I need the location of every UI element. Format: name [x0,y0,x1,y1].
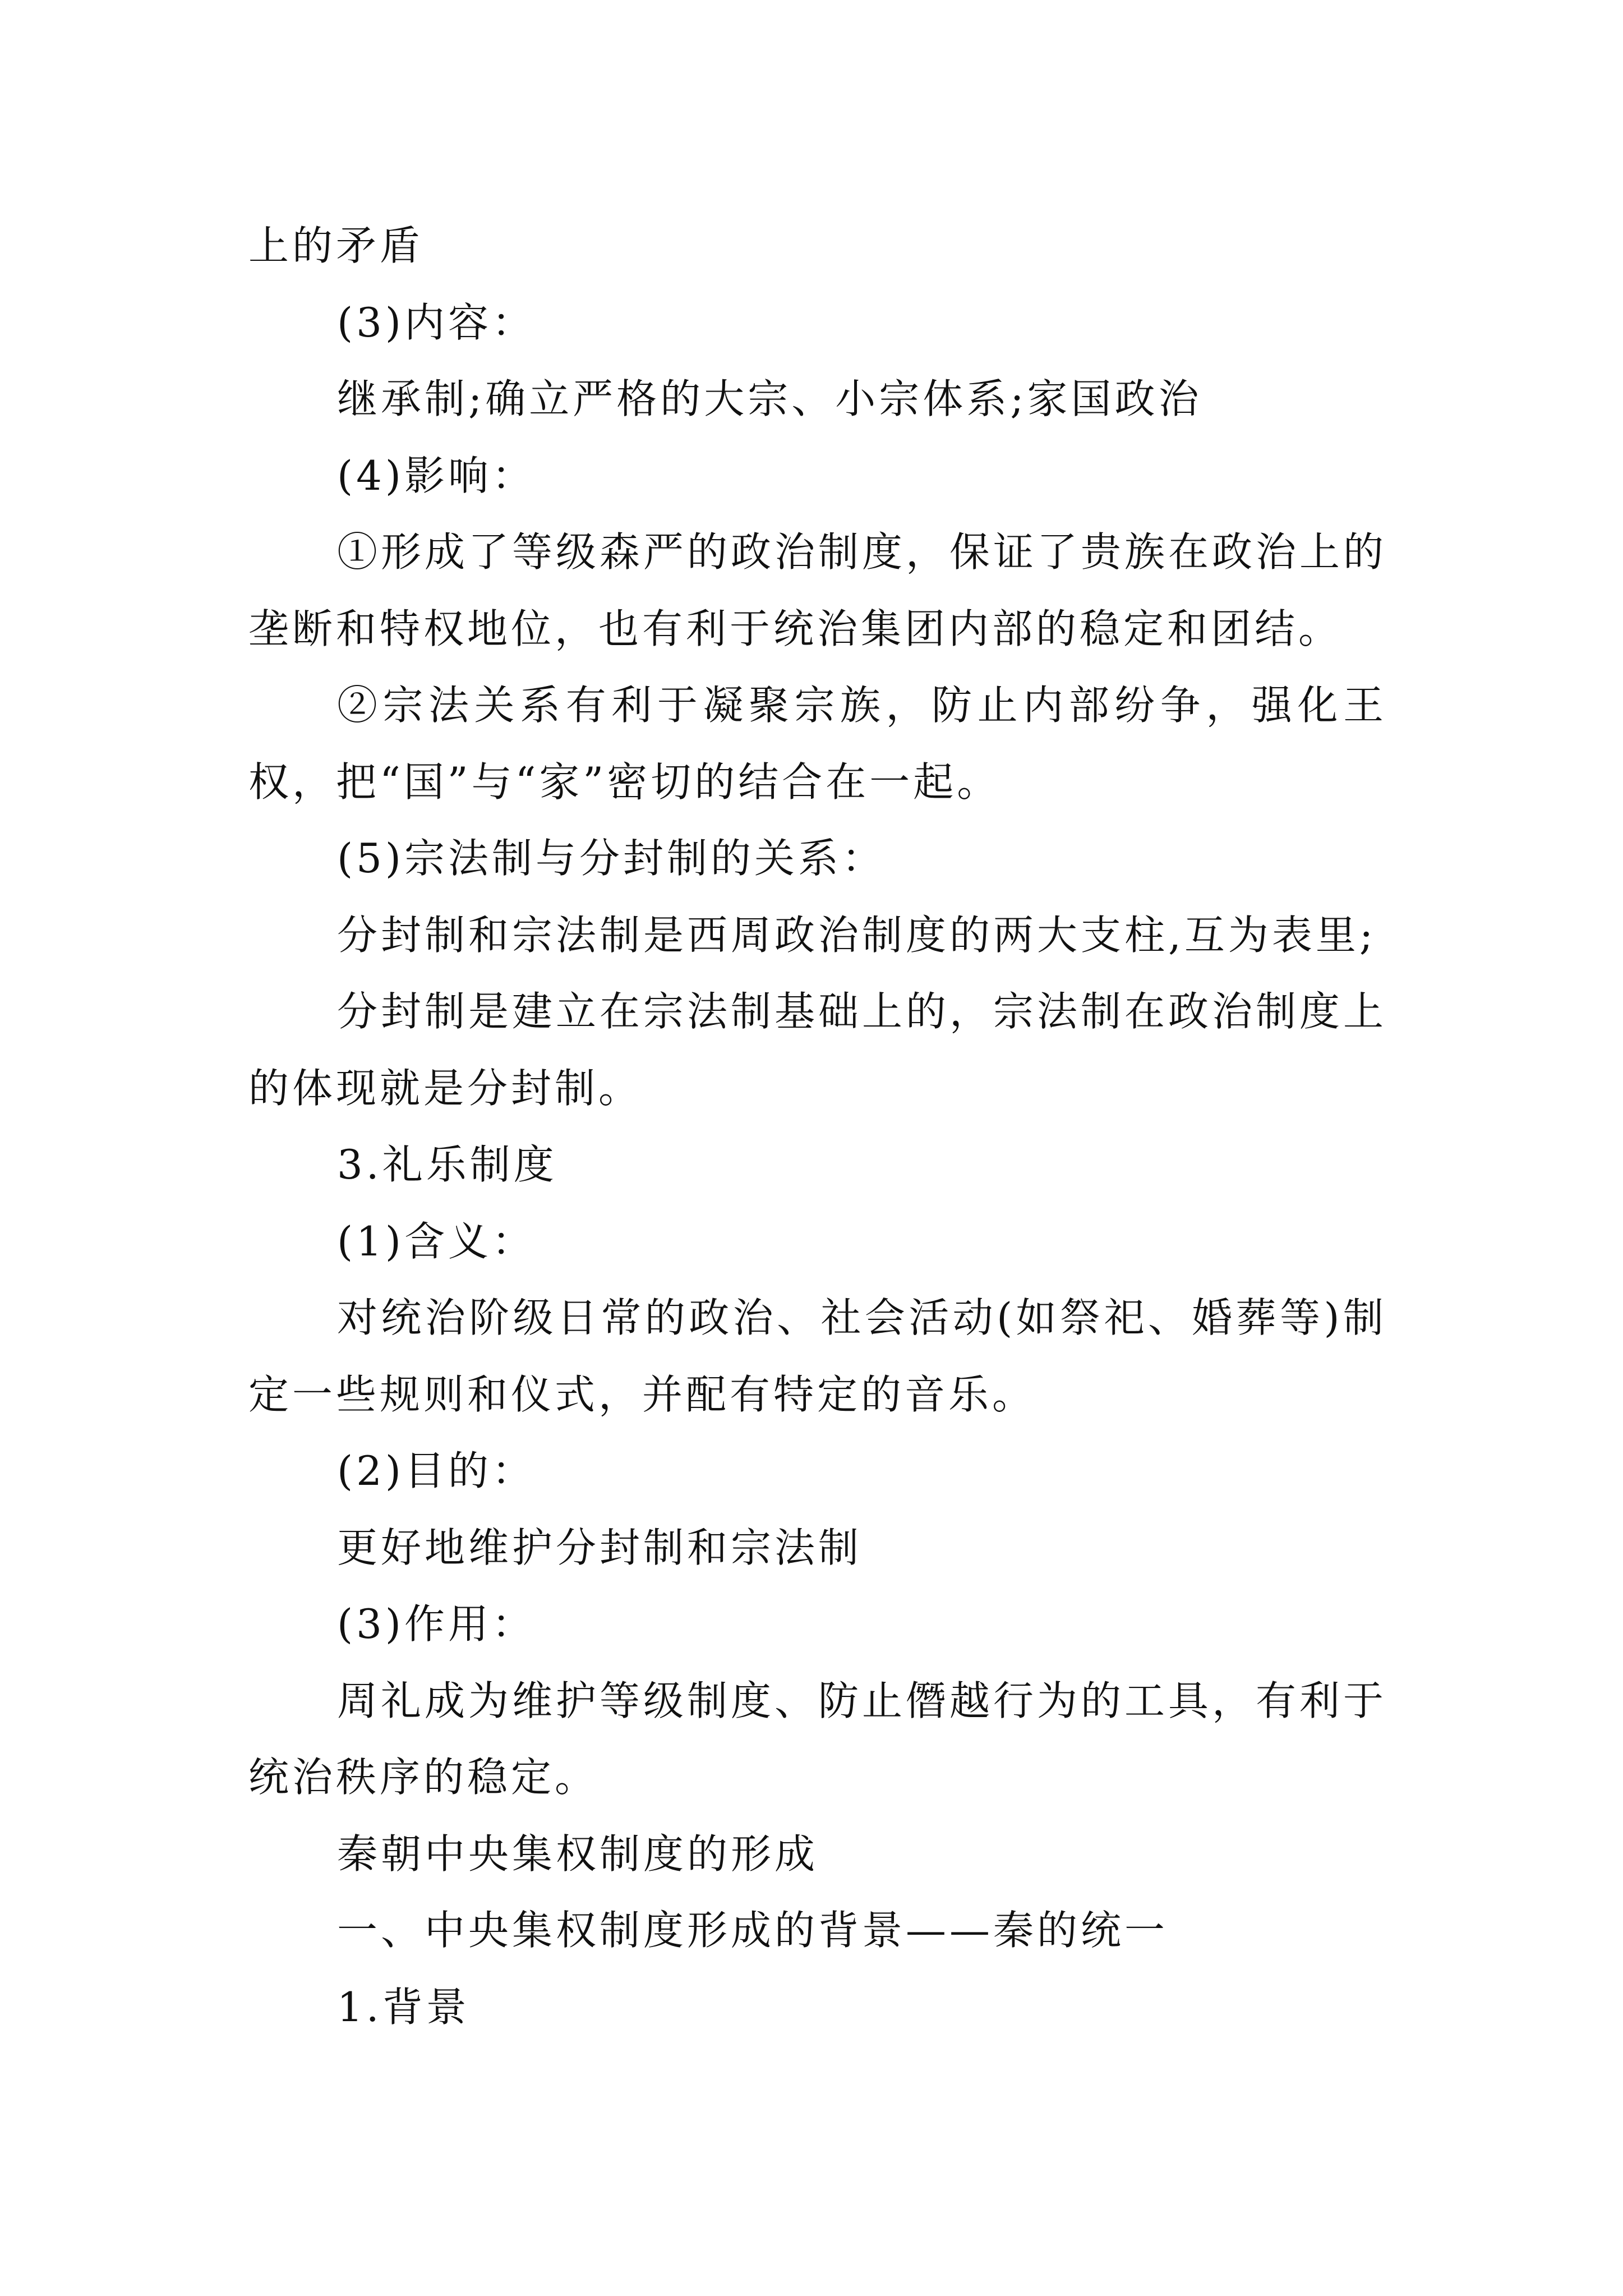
paragraph-meaning: 对统治阶级日常的政治、社会活动(如祭祀、婚葬等)制定一些规则和仪式，并配有特定的音乐。 [248,1294,1387,1418]
section-title-background: 一、中央集权制度形成的背景——秦的统一 [337,1907,1169,1954]
heading-meaning: (1)含义： [337,1217,536,1265]
heading-function: (3)作用： [337,1600,536,1648]
paragraph-influence-2: ②宗法关系有利于凝聚宗族，防止内部纷争，强化王权，把“国”与“家”密切的结合在一起。 [248,682,1387,806]
paragraph-function: 周礼成为维护等级制度、防止僭越行为的工具，有利于统治秩序的稳定。 [248,1677,1387,1801]
heading-relationship: (5)宗法制与分封制的关系： [337,835,886,882]
heading-content: (3)内容： [337,298,536,346]
paragraph-continuation: 上的矛盾 [248,222,424,269]
heading-influence: (4)影响： [337,452,536,499]
heading-purpose: (2)目的： [337,1447,536,1494]
paragraph-influence-1: ①形成了等级森严的政治制度，保证了贵族在政治上的垄断和特权地位，也有利于统治集团内部的稳定和团结。 [248,528,1387,652]
paragraph-purpose: 更好地维护分封制和宗法制 [337,1524,863,1571]
paragraph-content-detail: 继承制;确立严格的大宗、小宗体系;家国政治 [337,375,1202,422]
paragraph-relationship-1: 分封制和宗法制是西周政治制度的两大支柱,互为表里; [337,911,1377,959]
chapter-title-qin: 秦朝中央集权制度的形成 [337,1830,819,1878]
document-body [248,208,1387,2045]
subsection-title-background: 1.背景 [337,1983,470,2031]
paragraph-relationship-2: 分封制是建立在宗法制基础上的，宗法制在政治制度上的体现就是分封制。 [248,988,1387,1112]
section-title-rites-music: 3.礼乐制度 [337,1141,557,1188]
